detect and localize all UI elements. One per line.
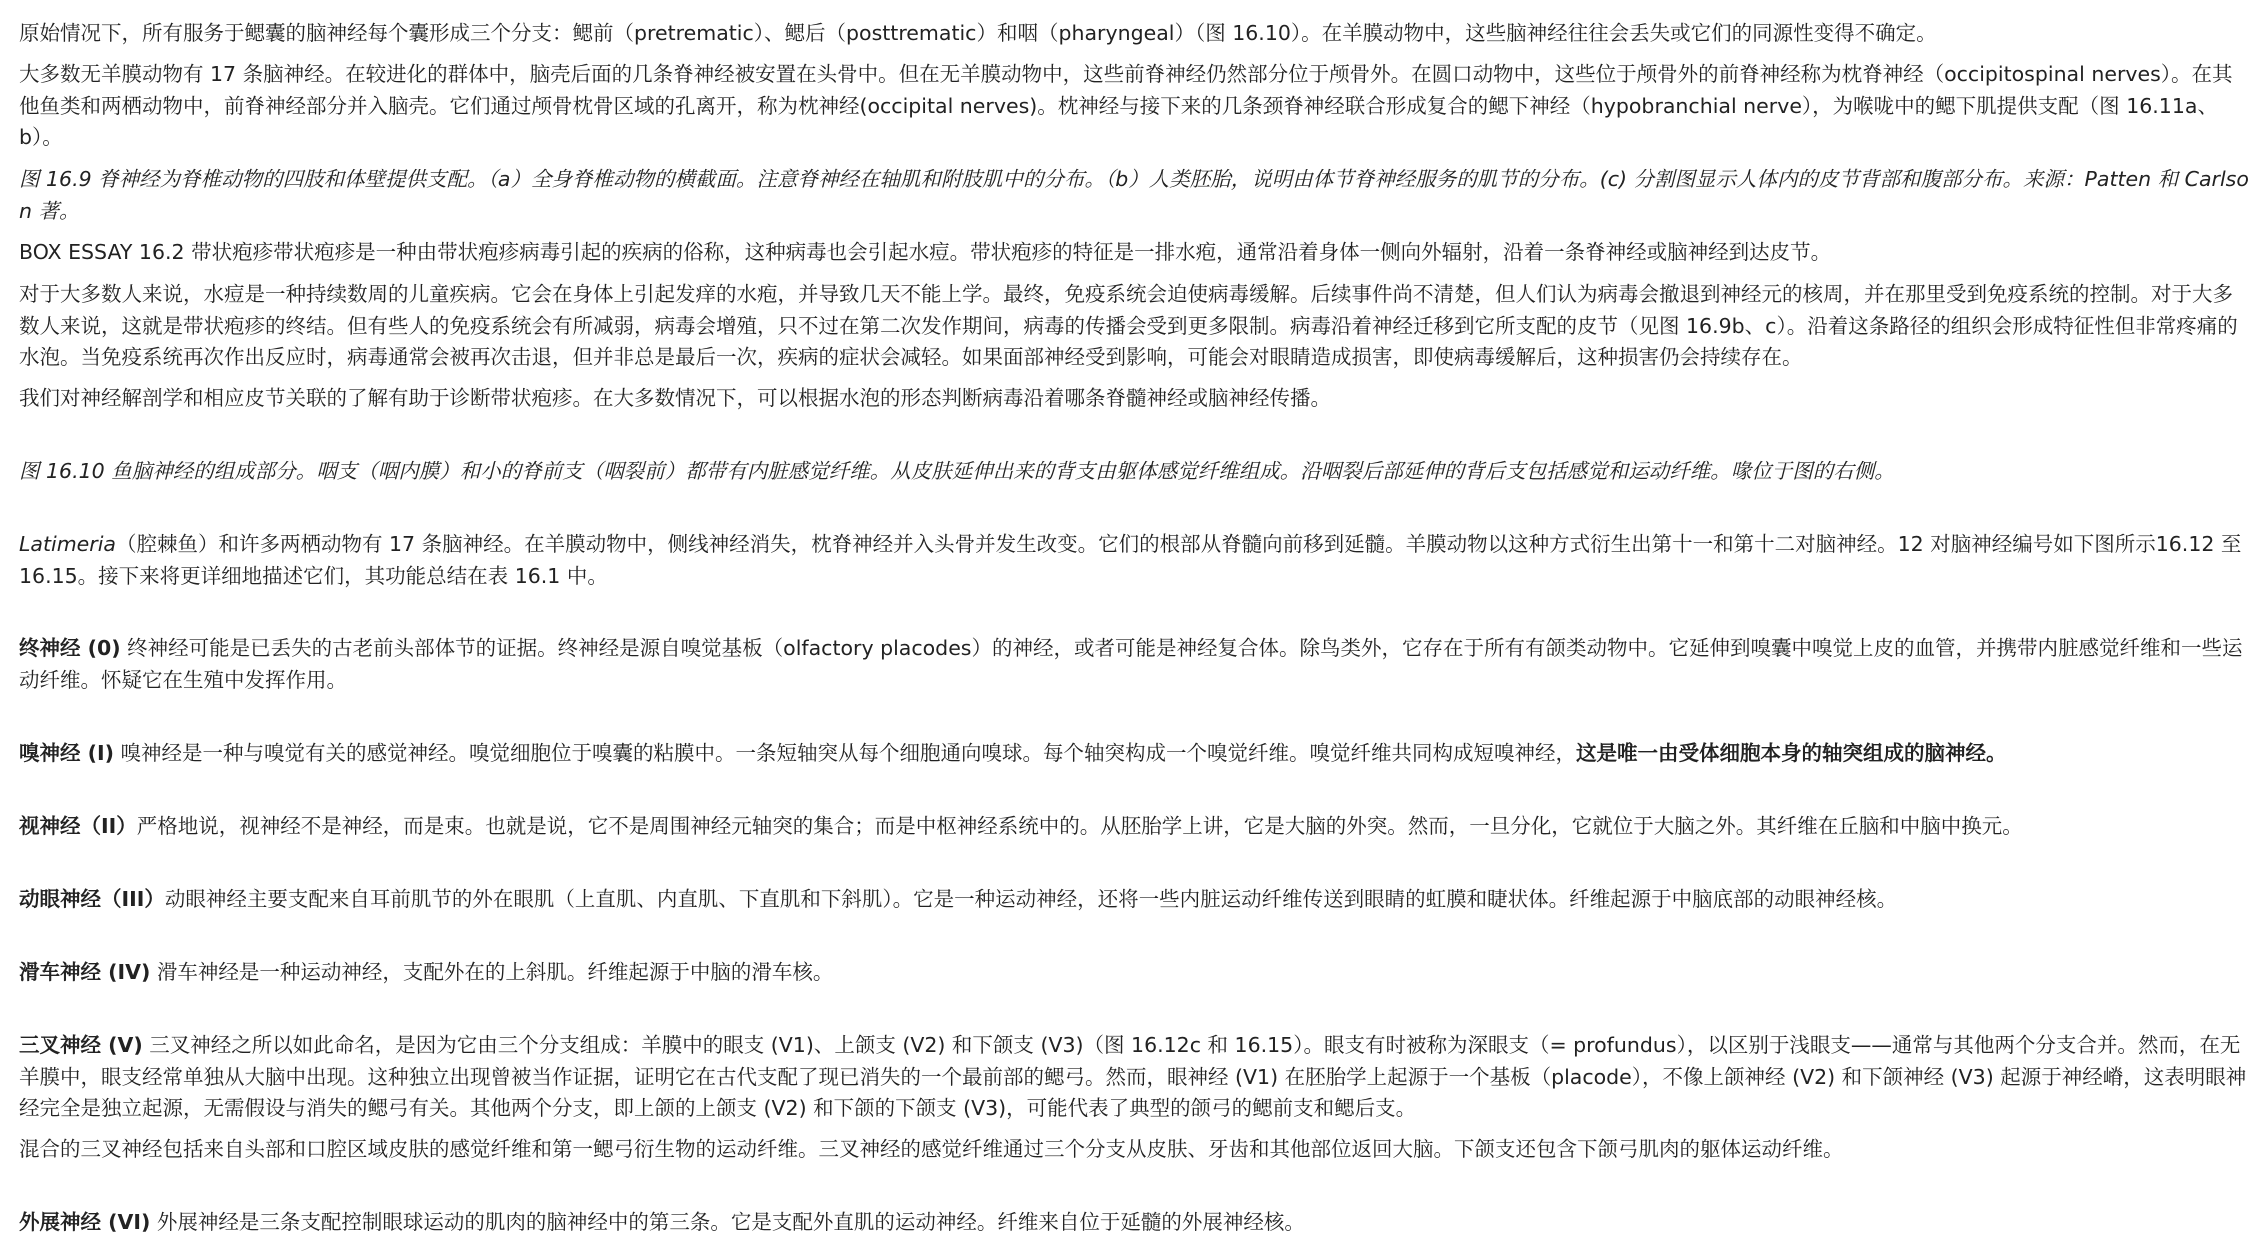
- paragraph-trigeminal-mixed: 混合的三叉神经包括来自头部和口腔区域皮肤的感觉纤维和第一鳃弓衍生物的运动纤维。三叉神经的感觉纤维通过三个分支从皮肤、牙齿和其他部位返回大脑。下颌支还包含下颌弓肌肉的躯体运动纤维。: [19, 1137, 1844, 1161]
- paragraph-olfactory-nerve: [19, 738, 2249, 770]
- paragraph-shingles-course: 对于大多数人来说，水痘是一种持续数周的儿童疾病。它会在身体上引起发痒的水疱，并导致几天不能上学。最终，免疫系统会迫使病毒缓解。后续事件尚不清楚，但人们认为病毒会撤退到神经元的核周，并在那里受到免疫系统的控制。对于大多数人来说，这就是带状疱疹的终结。但有些人的免疫系统会有所减弱，病毒会增殖，只不过在第二次发作期间，病毒的传播会受到更多限制。病毒沿着神经迁移到它所支配的皮节（见图 16.9b、c）。沿着这条路径的组织会形成特征性但非常疼痛的水泡。当免疫系统再次作出反应时，病毒通常会被再次击退，但并非总是最后一次，疾病的症状会减轻。如果面部神经受到影响，可能会对眼睛造成损害，即使病毒缓解后，这种损害仍会持续存在。: [19, 282, 2238, 369]
- optic-nerve-heading: 视神经（II）: [19, 814, 137, 838]
- paragraph-occipital-nerves: 大多数无羊膜动物有 17 条脑神经。在较进化的群体中，脑壳后面的几条脊神经被安置在头骨中。但在无羊膜动物中，这些前脊神经仍然部分位于颅骨外。在圆口动物中，这些位于颅骨外的前脊神经称为枕脊神经（occipitospinal nerves）。在其他鱼类和两栖动物中，前脊神经部分并入脑壳。它们通过颅骨枕骨区域的孔离开，称为枕神经(occipital nerves)。枕神经与接下来的几条颈脊神经联合形成复合的鳃下神经（hypobranchial nerve），为喉咙中的鳃下肌提供支配（图 16.11a、b）。: [19, 62, 2233, 149]
- oculomotor-nerve-text: 动眼神经主要支配来自耳前肌节的外在眼肌（上直肌、内直肌、下直肌和下斜肌）。它是一种运动神经，还将一些内脏运动纤维传送到眼睛的虹膜和睫状体。纤维起源于中脑底部的动眼神经核。: [164, 887, 1898, 911]
- olfactory-nerve-emphasis: 这是唯一由受体细胞本身的轴突组成的脑神经。: [1576, 741, 2007, 765]
- latimeria-text: （腔棘鱼）和许多两栖动物有 17 条脑神经。在羊膜动物中，侧线神经消失，枕脊神经并入头骨并发生改变。它们的根部从脊髓向前移到延髓。羊膜动物以这种方式衍生出第十一和第十二对脑神经。12 对脑神经编号如下图所示16.12 至 16.15。接下来将更详细地描述它们，其功能总结在表 16.1 中。: [19, 532, 2242, 588]
- terminal-nerve-heading: 终神经 (0): [19, 636, 121, 660]
- trigeminal-nerve-heading: 三叉神经 (V): [19, 1033, 143, 1057]
- paragraph-shingles-diagnosis: 我们对神经解剖学和相应皮节关联的了解有助于诊断带状疱疹。在大多数情况下，可以根据水泡的形态判断病毒沿着哪条脊髓神经或脑神经传播。: [19, 386, 1331, 410]
- paragraph-optic-nerve: [19, 811, 2249, 843]
- paragraph-terminal-nerve: [19, 633, 2249, 696]
- trochlear-nerve-heading: 滑车神经 (IV): [19, 960, 151, 984]
- oculomotor-nerve-heading: 动眼神经（III）: [19, 887, 165, 911]
- paragraph-oculomotor-nerve: [19, 884, 2249, 916]
- paragraph-trigeminal-nerve: [19, 1030, 2249, 1125]
- figure-caption-16-10: 图 16.10 鱼脑神经的组成部分。咽支（咽内膜）和小的脊前支（咽裂前）都带有内脏感觉纤维。从皮肤延伸出来的背支由躯体感觉纤维组成。沿咽裂后部延伸的背后支包括感觉和运动纤维。喙位于图的右侧。: [19, 459, 1895, 483]
- trochlear-nerve-text: 滑车神经是一种运动神经，支配外在的上斜肌。纤维起源于中脑的滑车核。: [150, 960, 834, 984]
- box-essay-title: BOX ESSAY 16.2 带状疱疹带状疱疹是一种由带状疱疹病毒引起的疾病的俗称，这种病毒也会引起水痘。带状疱疹的特征是一排水疱，通常沿着身体一侧向外辐射，沿着一条脊神经或脑神经到达皮节。: [19, 240, 1832, 264]
- paragraph-latimeria: [19, 529, 2249, 592]
- optic-nerve-text: 严格地说，视神经不是神经，而是束。也就是说，它不是周围神经元轴突的集合；而是中枢神经系统中的。从胚胎学上讲，它是大脑的外突。然而，一旦分化，它就位于大脑之外。其纤维在丘脑和中脑中换元。: [136, 814, 2023, 838]
- abducens-nerve-text: 外展神经是三条支配控制眼球运动的肌肉的脑神经中的第三条。它是支配外直肌的运动神经。纤维来自位于延髓的外展神经核。: [150, 1210, 1305, 1234]
- paragraph-abducens-nerve: [19, 1207, 2249, 1239]
- trigeminal-nerve-text: 三叉神经之所以如此命名，是因为它由三个分支组成：羊膜中的眼支 (V1)、上颌支 (V2) 和下颌支 (V3)（图 16.12c 和 16.15）。眼支有时被称为深眼支（= profundus），以区别于浅眼支——通常与其他两个分支合并。然而，在无羊膜中，眼支经常单独从大脑中出现。这种独立出现曾被当作证据，证明它在古代支配了现已消失的一个最前部的鳃弓。然而，眼神经 (V1) 在胚胎学上起源于一个基板（placode），不像上颌神经 (V2) 和下颌神经 (V3) 起源于神经嵴，这表明眼神经完全是独立起源，无需假设与消失的鳃弓有关。其他两个分支，即上颌的上颌支 (V2) 和下颌的下颌支 (V3)，可能代表了典型的颌弓的鳃前支和鳃后支。: [19, 1033, 2247, 1120]
- olfactory-nerve-heading: 嗅神经 (I): [19, 741, 115, 765]
- paragraph-trochlear-nerve: [19, 957, 2249, 989]
- abducens-nerve-heading: 外展神经 (VI): [19, 1210, 151, 1234]
- figure-caption-16-9: 图 16.9 脊神经为脊椎动物的四肢和体壁提供支配。（a）全身脊椎动物的横截面。注意脊神经在轴肌和附肢肌中的分布。（b）人类胚胎，说明由体节脊神经服务的肌节的分布。(c) 分割图显示人体内的皮节背部和腹部分布。来源：Patten 和 Carlson 著。: [19, 167, 2249, 223]
- paragraph-branchial-nerves: 原始情况下，所有服务于鳃囊的脑神经每个囊形成三个分支：鳃前（pretrematic）、鳃后（posttrematic）和咽（pharyngeal）（图 16.10）。在羊膜动物中，这些脑神经往往会丢失或它们的同源性变得不确定。: [19, 21, 1937, 45]
- latimeria-term: Latimeria: [19, 532, 116, 556]
- olfactory-nerve-text: 嗅神经是一种与嗅觉有关的感觉神经。嗅觉细胞位于嗅囊的粘膜中。一条短轴突从每个细胞通向嗅球。每个轴突构成一个嗅觉纤维。嗅觉纤维共同构成短嗅神经，: [114, 741, 1577, 765]
- terminal-nerve-text: 终神经可能是已丢失的古老前头部体节的证据。终神经是源自嗅觉基板（olfactory placodes）的神经，或者可能是神经复合体。除鸟类外，它存在于所有有颌类动物中。它延伸到嗅囊中嗅觉上皮的血管，并携带内脏感觉纤维和一些运动纤维。怀疑它在生殖中发挥作用。: [19, 636, 2243, 692]
